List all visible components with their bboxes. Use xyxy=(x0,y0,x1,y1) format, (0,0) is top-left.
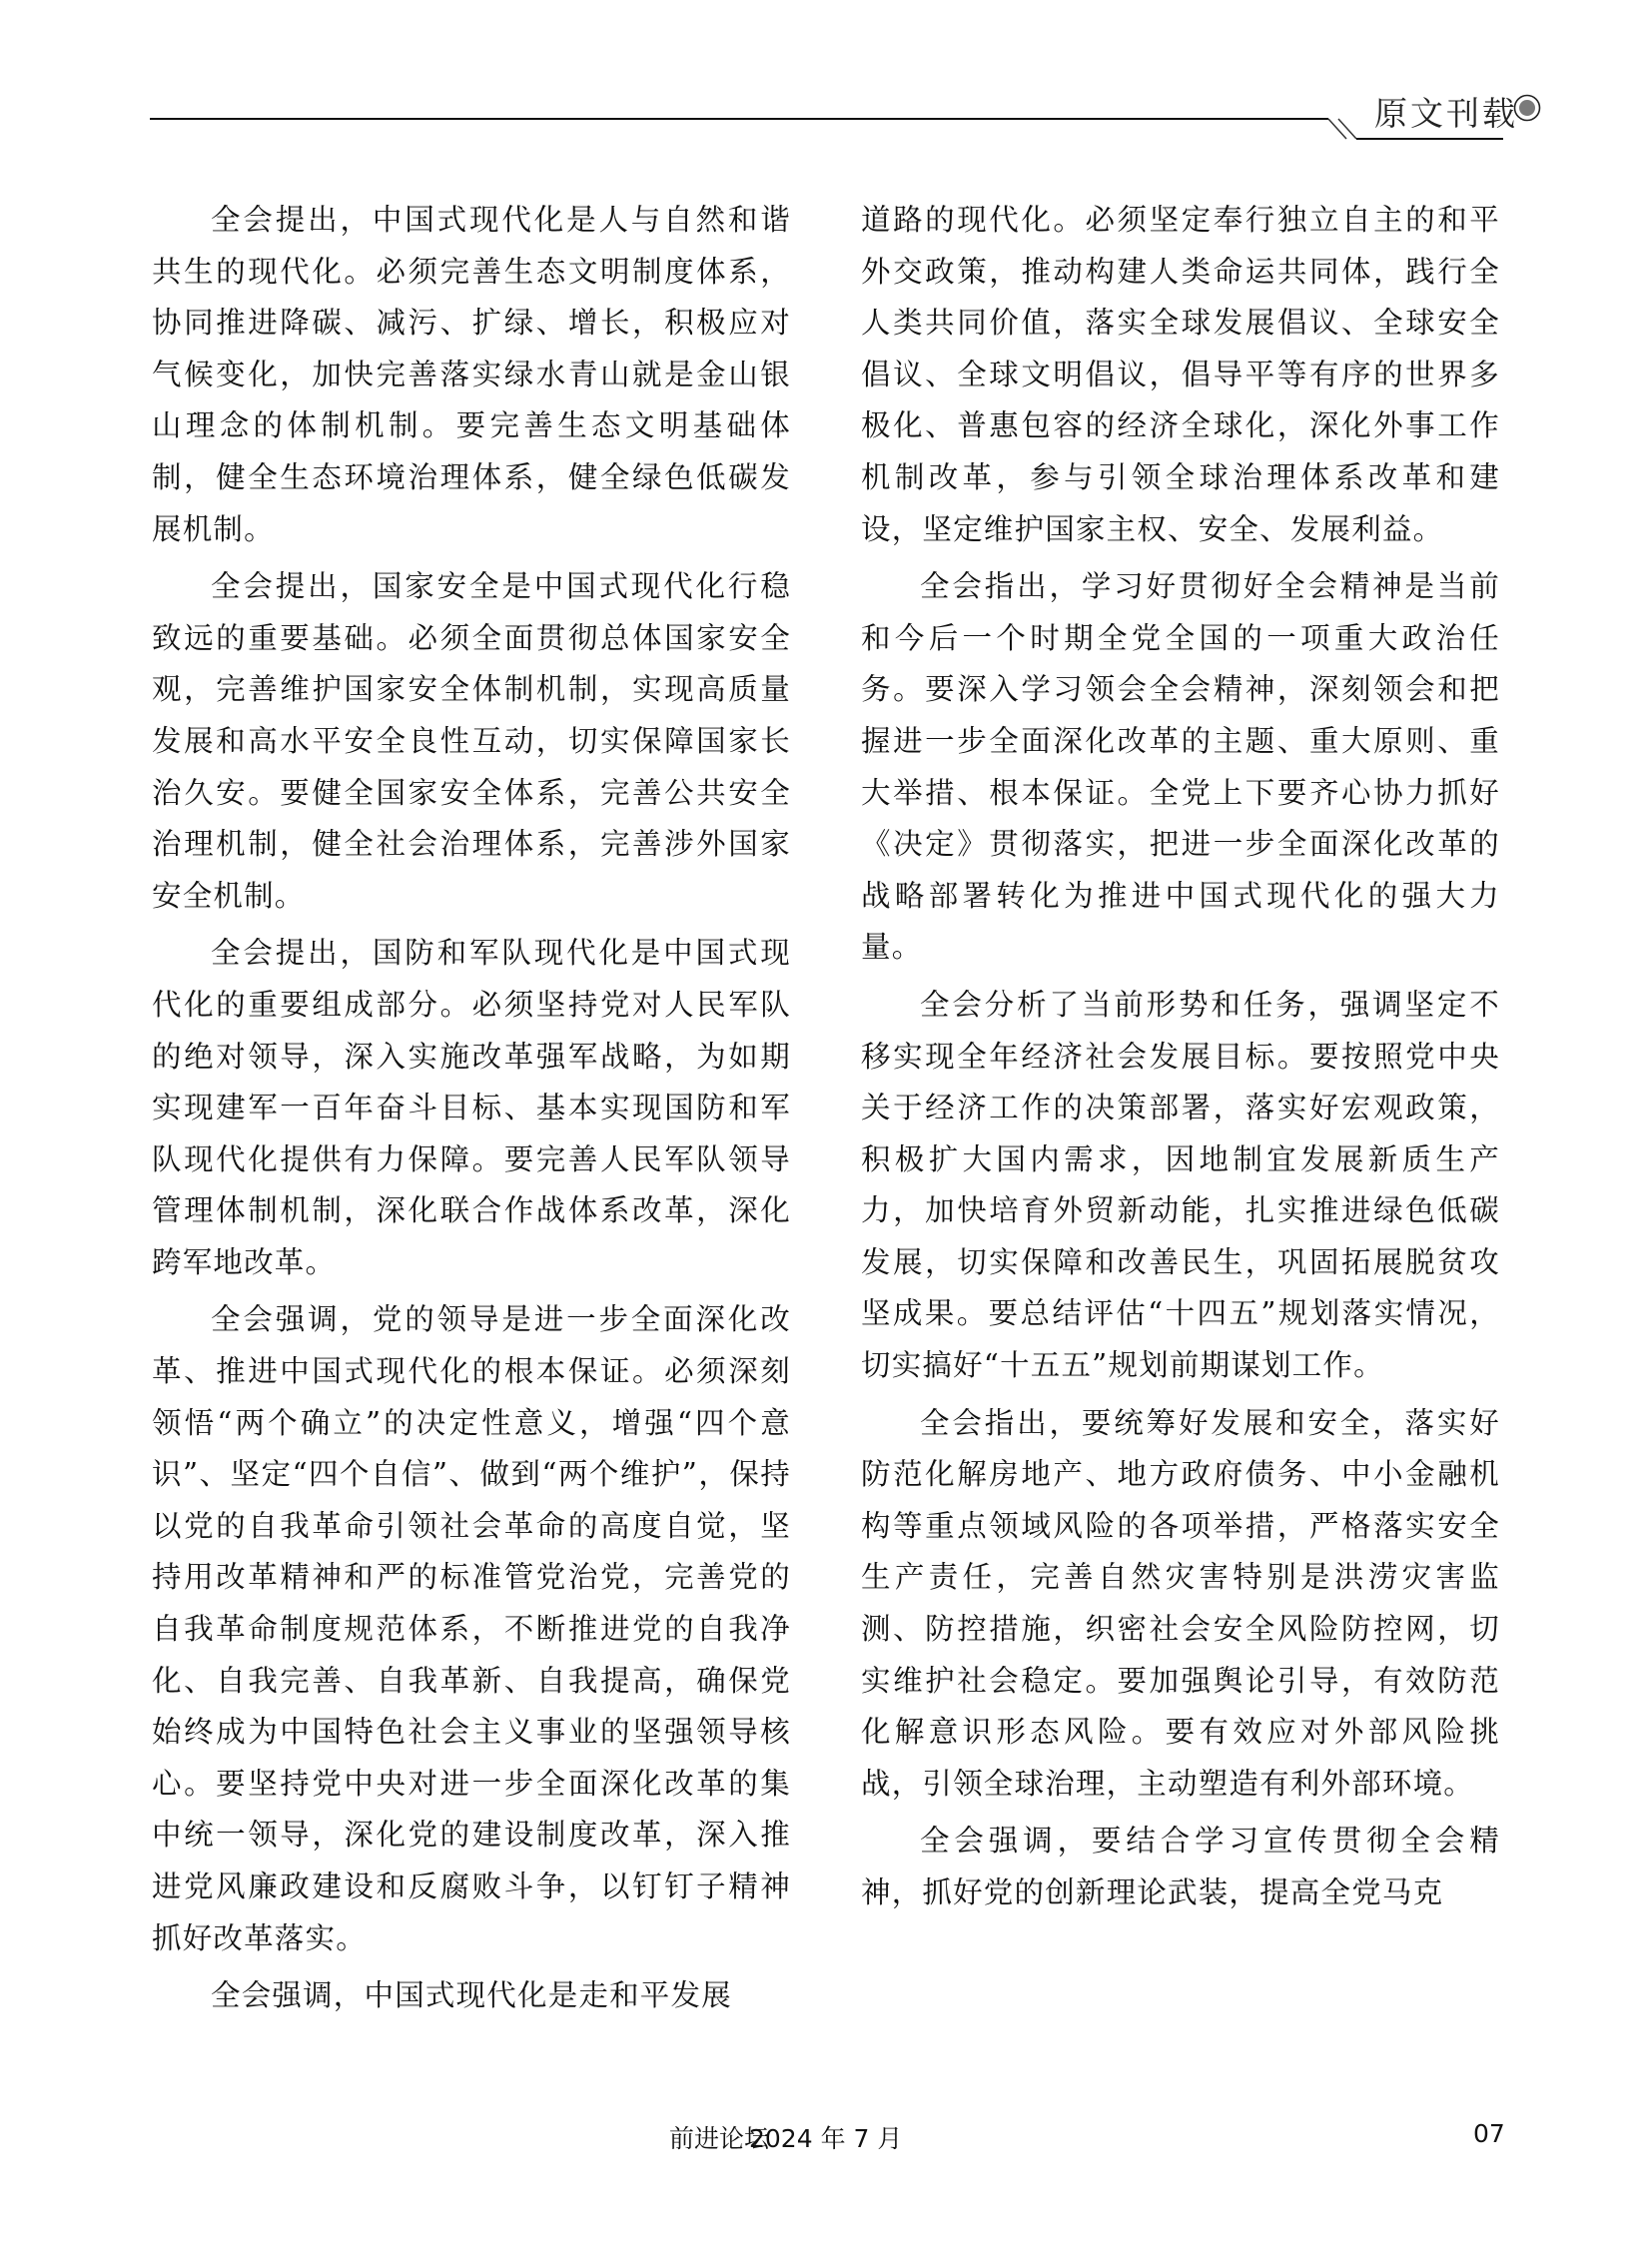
paragraph: 全会强调，要结合学习宣传贯彻全会精神，抓好党的创新理论武装，提高全党马克 xyxy=(861,1824,1500,1909)
paragraph: 全会提出，国防和军队现代化是中国式现代化的重要组成部分。必须坚持党对人民军队的绝对领导，深入实施改革强军战略，为如期实现建军一百年奋斗目标、基本实现国防和军队现代化提供有力保障。要完善人民军队领导管理体制机制，深化联合作战体系改革，深化跨军地改革。 xyxy=(152,936,791,1279)
paragraph: 全会提出，中国式现代化是人与自然和谐共生的现代化。必须完善生态文明制度体系，协同推进降碳、减污、扩绿、增长，积极应对气候变化，加快完善落实绿水青山就是金山银山理念的体制机制。要完善生态文明基础体制，健全生态环境治理体系，健全绿色低碳发展机制。 xyxy=(152,203,791,546)
paragraph: 全会指出，学习好贯彻好全会精神是当前和今后一个时期全党全国的一项重大政治任务。要深入学习领会全会精神，深刻领会和把握进一步全面深化改革的主题、重大原则、重大举措、根本保证。全党上下要齐心协力抓好《决定》贯彻落实，把进一步全面深化改革的战略部署转化为推进中国式现代化的强大力量。 xyxy=(861,569,1500,965)
target-circle-icon xyxy=(1512,93,1542,123)
paragraph: 全会强调，党的领导是进一步全面深化改革、推进中国式现代化的根本保证。必须深刻领悟“两个确立”的决定性意义，增强“四个意识”、坚定“四个自信”、做到“两个维护”，保持以党的自我革命引领社会革命的高度自觉，坚持用改革精神和严的标准管党治党，完善党的自我革命制度规范体系，不断推进党的自我净化、自我完善、自我革新、自我提高，确保党始终成为中国特色社会主义事业的坚强领导核心。要坚持党中央对进一步全面深化改革的集中统一领导，深化党的建设制度改革，深入推进党风廉政建设和反腐败斗争，以钉钉子精神抓好改革落实。 xyxy=(152,1302,791,1955)
paragraph: 全会分析了当前形势和任务，强调坚定不移实现全年经济社会发展目标。要按照党中央关于经济工作的决策部署，落实好宏观政策，积极扩大国内需求，因地制宜发展新质生产力，加快培育外贸新动能，扎实推进绿色低碳发展，切实保障和改善民生，巩固拓展脱贫攻坚成果。要总结评估“十四五”规划落实情况，切实搞好“十五五”规划前期谋划工作。 xyxy=(861,987,1500,1383)
paragraph: 全会强调，中国式现代化是走和平发展 xyxy=(211,1978,732,2013)
footer-journal-name: 前进论坛 xyxy=(669,2124,770,2153)
page-number: 07 xyxy=(1473,2119,1505,2148)
header-rule-slash-1 xyxy=(1328,119,1346,139)
paragraph: 道路的现代化。必须坚定奉行独立自主的和平外交政策，推动构建人类命运共同体，践行全人类共同价值，落实全球发展倡议、全球安全倡议、全球文明倡议，倡导平等有序的世界多极化、普惠包容的经济全球化，深化外事工作机制改革，参与引领全球治理体系改革和建设，坚定维护国家主权、安全、发展利益。 xyxy=(861,203,1500,546)
right-column xyxy=(861,195,1500,1925)
header-rule-slash-2 xyxy=(1338,119,1356,139)
left-column xyxy=(152,195,791,2028)
section-title: 原文刊载 xyxy=(1374,94,1518,133)
paragraph: 全会指出，要统筹好发展和安全，落实好防范化解房地产、地方政府债务、中小金融机构等重点领域风险的各项举措，严格落实安全生产责任，完善自然灾害特别是洪涝灾害监测、防控措施，织密社会安全风险防控网，切实维护社会稳定。要加强舆论引导，有效防范化解意识形态风险。要有效应对外部风险挑战，引领全球治理，主动塑造有利外部环境。 xyxy=(861,1405,1500,1801)
footer-issue-date: 2024 年 7 月 xyxy=(749,2124,903,2153)
paragraph: 全会提出，国家安全是中国式现代化行稳致远的重要基础。必须全面贯彻总体国家安全观，完善维护国家安全体制机制，实现高质量发展和高水平安全良性互动，切实保障国家长治久安。要健全国家安全体系，完善公共安全治理机制，健全社会治理体系，完善涉外国家安全机制。 xyxy=(152,569,791,913)
